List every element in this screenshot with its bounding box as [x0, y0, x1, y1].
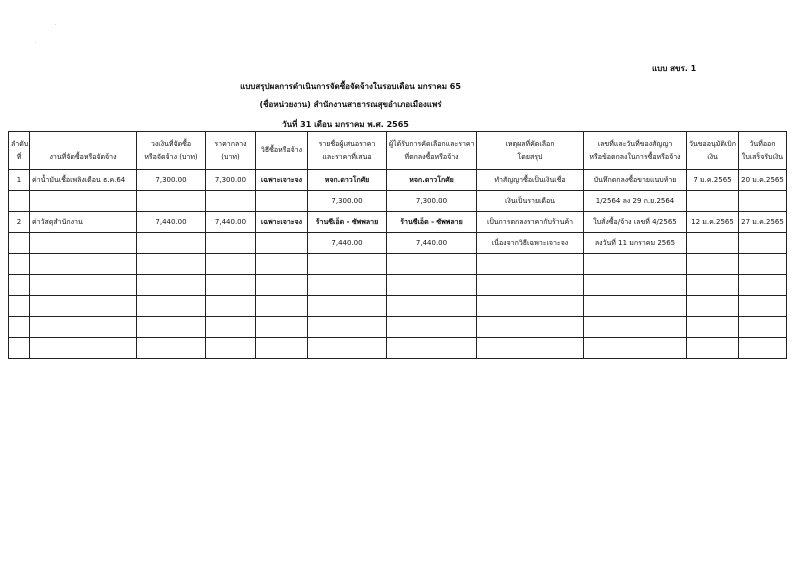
header-reason: เหตุผลที่คัดเลือก โดยสรุป: [477, 132, 584, 170]
table-row: [9, 191, 787, 212]
header-row: [9, 132, 787, 170]
row-reason: เป็นการตกลงราคากับร้านค้า: [477, 212, 584, 233]
row-contract: 1/2564 ลง 29 ก.ย.2564: [584, 191, 687, 212]
table-row: [9, 170, 787, 191]
row-payment-date: 7 ม.ค.2565: [687, 170, 739, 191]
row-receipt-date: 20 ม.ค.2565: [739, 170, 787, 191]
table-row: [9, 212, 787, 233]
row-item: ค่าน้ำมันเชื้อเพลิงเดือน ธ.ค.64: [30, 170, 137, 191]
document-date: วันที่ 31 เดือน มกราคม พ.ศ. 2565: [282, 120, 409, 129]
row-budget: 7,440.00: [137, 212, 206, 233]
header-item: งานที่จัดซื้อหรือจัดจ้าง: [30, 132, 137, 170]
empty-row: [9, 275, 787, 296]
row-reason: ทำสัญญาซื้อเป็นเงินเชื่อ: [477, 170, 584, 191]
row-median: 7,300.00: [206, 170, 256, 191]
procurement-table: [8, 131, 787, 359]
scan-speck: ·: [35, 40, 37, 46]
row-reason: เนื่องจากวิธีเฉพาะเจาะจง: [477, 233, 584, 254]
row-no: 2: [9, 212, 30, 233]
header-no: ลำดับ ที่: [9, 132, 30, 170]
row-payment-date: 12 ม.ค.2565: [687, 212, 739, 233]
empty-row: [9, 317, 787, 338]
row-receipt-date: 27 ม.ค.2565: [739, 212, 787, 233]
row-winner: หจก.ดาวโกศัย: [387, 170, 477, 191]
empty-row: [9, 254, 787, 275]
row-win-price: 7,440.00: [387, 233, 477, 254]
document-title: แบบสรุปผลการดำเนินการจัดซื้อจัดจ้างในรอบเดือน มกราคม 65: [240, 82, 461, 91]
row-method: เฉพาะเจาะจง: [256, 170, 308, 191]
row-reason: เงินเป็นรายเดือน: [477, 191, 584, 212]
header-method: วิธีซื้อหรือจ้าง: [256, 132, 308, 170]
row-contract: ลงวันที่ 11 มกราคม 2565: [584, 233, 687, 254]
row-bid-price: 7,300.00: [308, 191, 387, 212]
row-no: 1: [9, 170, 30, 191]
row-win-price: 7,300.00: [387, 191, 477, 212]
row-bidder: หจก.ดาวโกศัย: [308, 170, 387, 191]
header-payment-date: วันขออนุมัติเบิก เงิน: [687, 132, 739, 170]
row-bid-price: 7,440.00: [308, 233, 387, 254]
empty-row: [9, 338, 787, 359]
row-budget: 7,300.00: [137, 170, 206, 191]
agency-name: (ชื่อหน่วยงาน) สำนักงานสาธารณสุขอำเภอเมืองแพร่: [259, 100, 442, 109]
header-budget: วงเงินที่จัดซื้อ หรือจัดจ้าง (บาท): [137, 132, 206, 170]
row-winner: ร้านซีเอ็ด - ซัพพลาย: [387, 212, 477, 233]
empty-row: [9, 296, 787, 317]
row-item: ค่าวัสดุสำนักงาน: [30, 212, 137, 233]
row-contract: ใบสั่งซื้อ/จ้าง เลขที่ 4/2565: [584, 212, 687, 233]
row-contract: บันทึกตกลงซื้อขายแนบท้าย: [584, 170, 687, 191]
row-method: เฉพาะเจาะจง: [256, 212, 308, 233]
header-bidders: รายชื่อผู้เสนอราคา และราคาที่เสนอ: [308, 132, 387, 170]
row-bidder: ร้านซีเอ็ด - ซัพพลาย: [308, 212, 387, 233]
table-row: [9, 233, 787, 254]
form-code: แบบ สขร. 1: [652, 64, 697, 73]
header-contract: เลขที่และวันที่ของสัญญา หรือข้อตกลงในการซื้อหรือจ้าง: [584, 132, 687, 170]
header-receipt-date: วันที่ออก ใบเสร็จรับเงิน: [739, 132, 787, 170]
scan-speck: ·: [55, 22, 57, 28]
header-winner: ผู้ได้รับการคัดเลือกและราคา ที่ตกลงซื้อหรือจ้าง: [387, 132, 477, 170]
header-median: ราคากลาง (บาท): [206, 132, 256, 170]
row-median: 7,440.00: [206, 212, 256, 233]
